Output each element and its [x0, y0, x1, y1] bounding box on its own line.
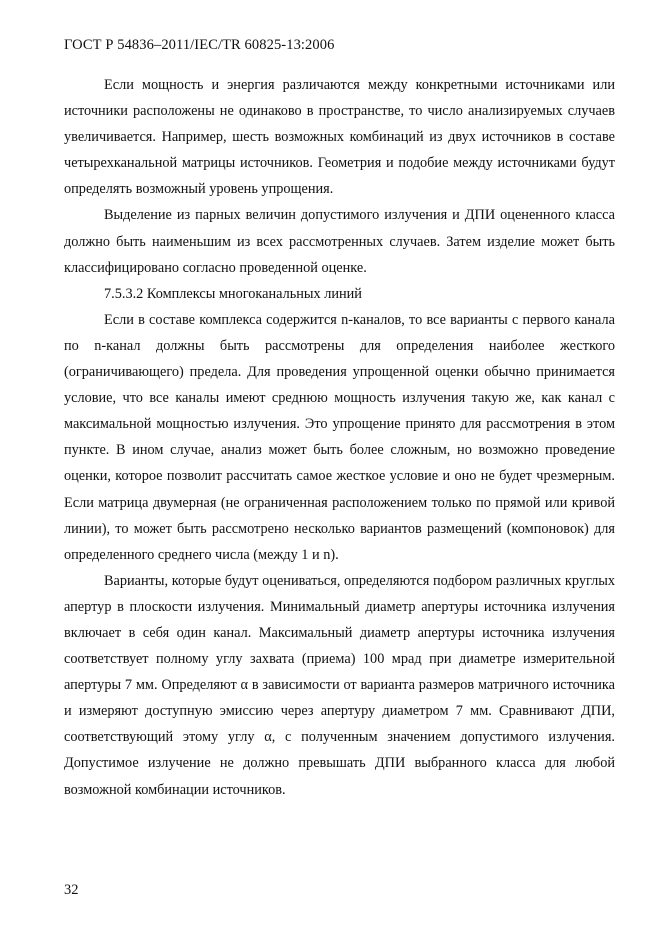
paragraph-class-assessment: Выделение из парных величин допустимого излучения и ДПИ оцененного класса должно быть наименьшим из всех рассмотренных случаев. Затем изделие может быть классифицировано согласно проведенной оценке.	[64, 207, 615, 276]
page-number: 32	[64, 882, 79, 898]
section-heading-7-5-3-2: 7.5.3.2 Комплексы многоканальных линий	[104, 285, 362, 302]
paragraph-aperture-variants: Варианты, которые будут оцениваться, определяются подбором различных круглых апертур в плоскости излучения. Минимальный диаметр апертуры источника излучения включает в себя один канал. Максимальный диаметр апертуры источника излучения соответствует полному углу захвата (приема) 100 мрад при диаметре измерительной апертуры 7 мм. Определяют α в зависимости от варианта размеров матричного источника и измеряют доступную эмиссию через апертуру диаметром 7 мм. Сравнивают ДПИ, соответствующий этому углу α, с полученным значением допустимого излучения. Допустимое излучение не должно превышать ДПИ выбранного класса для любой возможной комбинации источников.	[64, 572, 615, 798]
document-body	[64, 72, 615, 803]
document-header: ГОСТ Р 54836–2011/IEC/TR 60825-13:2006	[64, 37, 335, 53]
paragraph-multichannel-lines: Если в составе комплекса содержится n-каналов, то все варианты с первого канала по n-канал должны быть рассмотрены для определения наиболее жесткого (ограничивающего) предела. Для проведения упрощенной оценки обычно принимается условие, что все каналы имеют среднюю мощность излучения такую же, как канал с максимальной мощностью излучения. Это упрощение принято для рассмотрения в этом пункте. В ином случае, анализ может быть более сложным, но возможно проведение оценки, которое позволит рассчитать самое жесткое условие и оно не будет чрезмерным. Если матрица двумерная (не ограниченная расположением только по прямой или кривой линии), то может быть рассмотрено несколько вариантов размещений (компоновок) для определенного среднего числа (между 1 и n).	[64, 311, 615, 563]
paragraph-source-combinations: Если мощность и энергия различаются между конкретными источниками или источники расположены не одинаково в пространстве, то число анализируемых случаев увеличивается. Например, шесть возможных комбинаций из двух источников в составе четырехканальной матрицы источников. Геометрия и подобие между источниками будут определять возможный уровень упрощения.	[64, 77, 615, 198]
